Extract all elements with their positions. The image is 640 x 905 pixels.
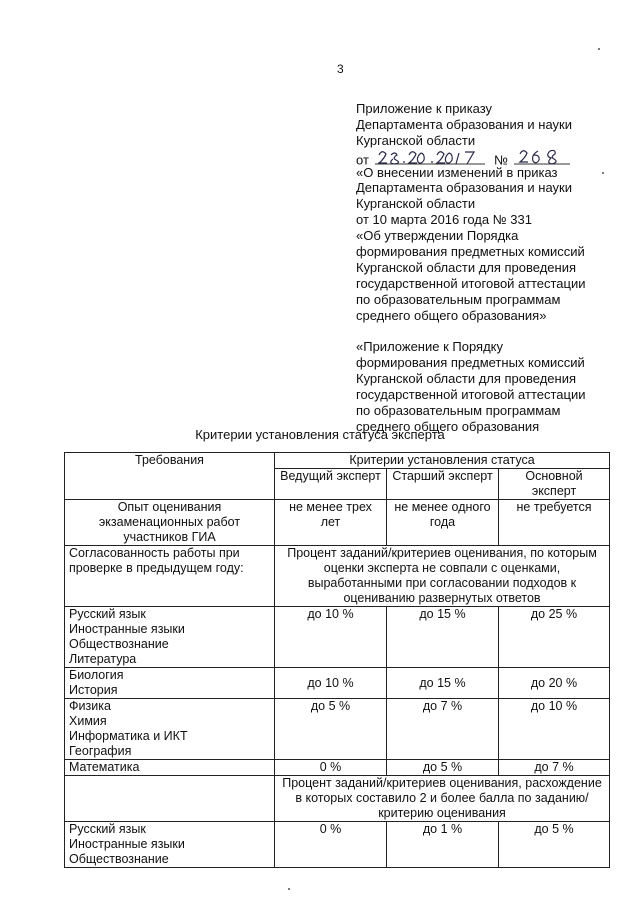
value-basic: до 7 % bbox=[499, 760, 610, 776]
value-senior: до 7 % bbox=[387, 699, 499, 760]
subject-group: Математика bbox=[65, 760, 275, 776]
header-senior-expert: Старший эксперт bbox=[387, 469, 499, 500]
appendix-line: Курганской области bbox=[356, 132, 476, 148]
appendix-line: по образовательным программам bbox=[356, 402, 561, 418]
date-prefix: от bbox=[356, 152, 369, 168]
experience-basic: не требуется bbox=[499, 500, 610, 546]
value-basic: до 5 % bbox=[499, 822, 610, 868]
value-senior: до 15 % bbox=[387, 668, 499, 699]
header-criteria: Критерии установления статуса bbox=[275, 453, 610, 469]
appendix-line: Курганской области для проведения bbox=[356, 259, 577, 275]
experience-lead: не менее трех лет bbox=[275, 500, 387, 546]
appendix-line: «Приложение к Порядку bbox=[356, 339, 504, 355]
appendix-block bbox=[356, 101, 626, 435]
table-row bbox=[65, 607, 610, 668]
header-lead-expert: Ведущий эксперт bbox=[275, 469, 387, 500]
appendix-line: по образовательным программам bbox=[356, 291, 561, 307]
order-date-line bbox=[356, 149, 626, 168]
appendix-line: среднего общего образования bbox=[356, 418, 540, 434]
appendix-line: Приложение к приказу bbox=[356, 101, 493, 116]
handwritten-number bbox=[512, 147, 574, 171]
value-lead: до 5 % bbox=[275, 699, 387, 760]
appendix-line: Курганской области для проведения bbox=[356, 371, 577, 387]
value-basic: до 25 % bbox=[499, 607, 610, 668]
handwritten-number-signature bbox=[512, 147, 574, 167]
scan-speck bbox=[598, 48, 600, 50]
value-senior: до 5 % bbox=[387, 760, 499, 776]
appendix-line: формирования предметных комиссий bbox=[356, 355, 585, 371]
appendix-line: государственной итоговой аттестации bbox=[356, 387, 586, 403]
appendix-line: Курганской области bbox=[356, 196, 476, 212]
table-title: Критерии установления статуса эксперта bbox=[195, 427, 445, 442]
consistency-note: Процент заданий/критериев оценивания, по которым оценки эксперта не совпали с оценками, выработанными при согласовании подходов к оцениванию развернутых ответов bbox=[275, 546, 610, 607]
experience-label: Опыт оценивания экзаменационных работ участников ГИА bbox=[65, 500, 275, 546]
appendix-line: Департамента образования и науки bbox=[356, 180, 572, 196]
appendix-line: Департамента образования и науки bbox=[356, 116, 572, 132]
value-lead: 0 % bbox=[275, 822, 387, 868]
subject-group: Русский язык Иностранные языки Обществознание Литература bbox=[65, 607, 275, 668]
appendix-line: среднего общего образования» bbox=[356, 307, 547, 323]
value-lead: до 10 % bbox=[275, 668, 387, 699]
scan-speck bbox=[288, 888, 290, 890]
divergence-note: Процент заданий/критериев оценивания, расхождение в которых составило 2 и более балла по заданию/критерию оценивания bbox=[275, 776, 610, 822]
appendix-line: формирования предметных комиссий bbox=[356, 244, 585, 260]
experience-senior: не менее одного года bbox=[387, 500, 499, 546]
table-row bbox=[65, 760, 610, 776]
value-lead: 0 % bbox=[275, 760, 387, 776]
table-row bbox=[65, 699, 610, 760]
value-basic: до 10 % bbox=[499, 699, 610, 760]
value-senior: до 1 % bbox=[387, 822, 499, 868]
subject-group: Физика Химия Информатика и ИКТ География bbox=[65, 699, 275, 760]
consistency-label: Согласованность работы при проверке в предыдущем году: bbox=[65, 546, 275, 607]
number-label: № bbox=[494, 152, 509, 168]
subject-group: Биология История bbox=[65, 668, 275, 699]
subject-group: Русский язык Иностранные языки Обществознание bbox=[65, 822, 275, 868]
empty-cell bbox=[65, 776, 275, 822]
appendix-line: от 10 марта 2016 года № 331 bbox=[356, 212, 532, 228]
appendix-line: государственной итоговой аттестации bbox=[356, 275, 586, 291]
table-row bbox=[65, 822, 610, 868]
table-row bbox=[65, 668, 610, 699]
handwritten-date bbox=[373, 147, 491, 171]
appendix-line: «Об утверждении Порядка bbox=[356, 228, 519, 244]
value-lead: до 10 % bbox=[275, 607, 387, 668]
page-number: 3 bbox=[337, 62, 344, 76]
appendix-line: «О внесении изменений в приказ bbox=[356, 164, 558, 180]
value-senior: до 15 % bbox=[387, 607, 499, 668]
handwritten-date-signature bbox=[373, 147, 491, 167]
header-basic-expert: Основной эксперт bbox=[499, 469, 610, 500]
scan-speck bbox=[602, 172, 604, 174]
criteria-table bbox=[64, 452, 610, 868]
value-basic: до 20 % bbox=[499, 668, 610, 699]
header-requirements: Требования bbox=[65, 453, 275, 500]
